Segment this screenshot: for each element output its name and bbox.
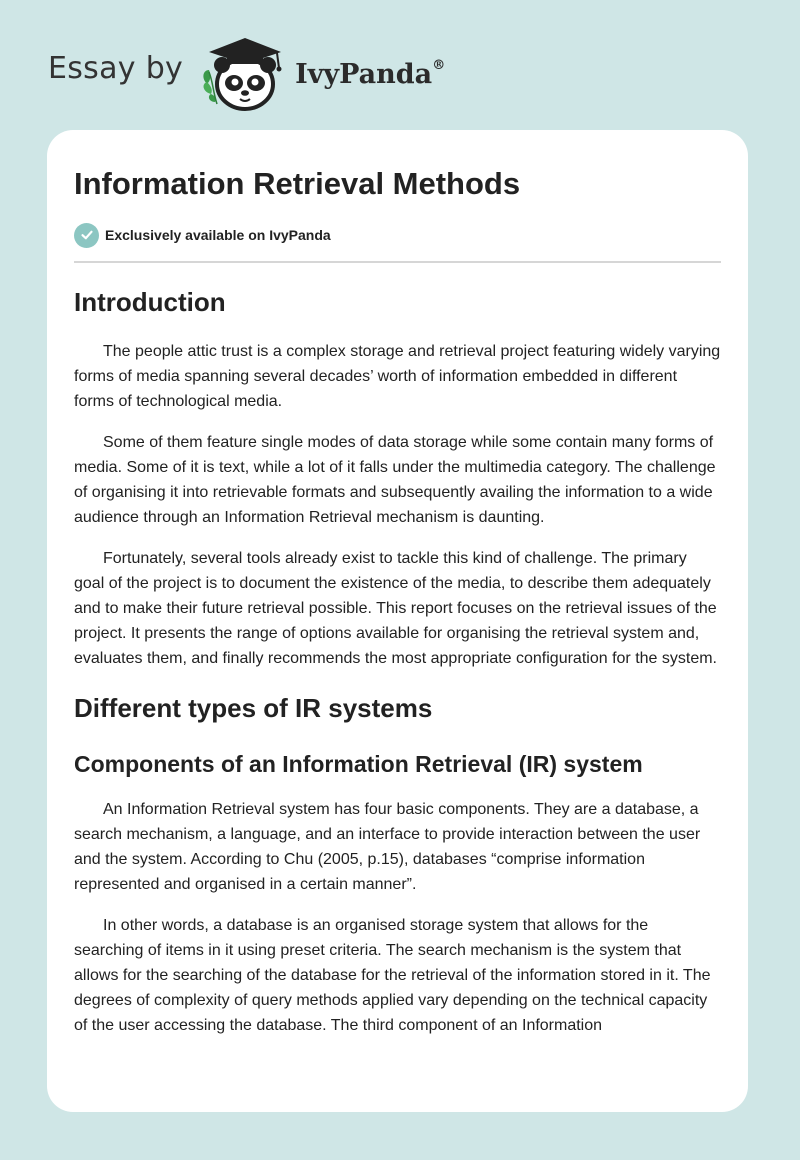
checkmark-icon <box>74 223 99 248</box>
paragraph: In other words, a database is an organised storage system that allows for the searching of items in it using preset criteria. The search mechanism is the system that allows for the searching of the database for the retrieval of the information stored in it. The degrees of complexity of query methods applied vary depending on the technical capacity of the user accessing the database. The third component of an Information <box>74 917 711 1034</box>
registered-mark: ® <box>432 57 446 73</box>
brand-prefix: Essay by <box>48 50 184 86</box>
exclusive-badge <box>74 221 721 249</box>
paragraph: The people attic trust is a complex storage and retrieval project featuring widely varying forms of media spanning several decades’ worth of information embedded in different forms of technological media. <box>74 343 721 410</box>
exclusive-badge-text: Exclusively available on IvyPanda <box>105 227 331 243</box>
paragraph: Fortunately, several tools already exist to tackle this kind of challenge. The primary goal of the project is to document the existence of the media, to describe them adequately and to make their future retrieval possible. This report focuses on the retrieval issues of the project. It presents the range of options available for organising the retrieval system and, evaluates them, and finally recommends the most appropriate configuration for the system. <box>74 550 717 667</box>
brand-header <box>48 32 445 112</box>
essay-title: Information Retrieval Methods <box>74 166 521 201</box>
paragraph: Some of them feature single modes of data storage while some contain many forms of media. Some of it is text, while a lot of it falls under the multimedia category. The challenge of organising it into retrievable formats and subsequently availing the information to a wide audience through an Information Retrieval mechanism is daunting. <box>74 434 716 526</box>
essay-card <box>47 130 748 1112</box>
brand-name <box>295 59 445 90</box>
section-heading-ir-types: Different types of IR systems <box>74 693 433 723</box>
paragraph: An Information Retrieval system has four basic components. They are a database, a search mechanism, a language, and an interface to provide interaction between the user and the system. According to Chu (2005, p.15), databases “comprise information represented and organised in a certain manner”. <box>74 801 701 893</box>
subsection-heading-components: Components of an Information Retrieval (IR) system <box>74 751 643 777</box>
brand-name-text: IvyPanda <box>295 58 433 90</box>
title-divider <box>74 261 721 263</box>
section-heading-introduction: Introduction <box>74 287 226 317</box>
panda-logo-icon <box>197 32 289 112</box>
